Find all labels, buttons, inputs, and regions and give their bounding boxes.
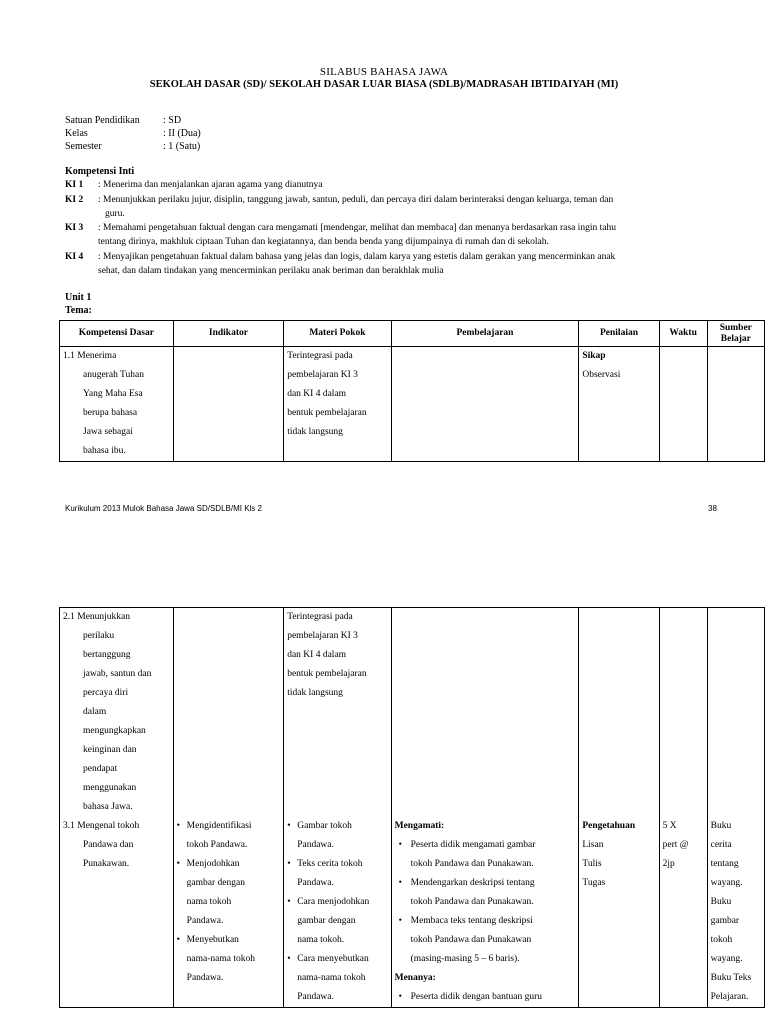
header-materi-pokok: Materi Pokok [284,321,391,347]
cell-pembelajaran: Mengamati: • Peserta didik mengamati gambar tokoh Pandawa dan Punakawan. • Mendengarkan deskripsi tentang tokoh Pandawa dan Punakawan. • Membaca teks tentang deskripsi tokoh Pandawa dan Punakawan (masing-masing 5 – 6 baris). Menanya: • Peserta didik dengan bantuan guru [391,608,579,1008]
cell-kd: 2.1 Menunjukkan perilaku bertanggung jawab, santun dan percaya diri dalam mengungkapkan keinginan dan pendapat menggunakan bahasa Jawa. 3.1 Mengenal tokoh Pandawa dan Punakawan. [60,608,174,1008]
cell-indikator: • Mengidentifikasi tokoh Pandawa. • Menjodohkan gambar dengan nama tokoh Pandawa. • Menyebutkan nama-nama tokoh Pandawa. [173,608,284,1008]
ki-2: KI 2 : Menunjukkan perilaku jujur, disiplin, tanggung jawab, santun, peduli, dan percaya diri dalam berinteraksi dengan keluarga, teman dan guru. [65,195,614,219]
ki-1: KI 1 : Menerima dan menjalankan ajaran agama yang dianutnya [65,180,323,190]
page-number: 38 [708,504,717,513]
document-title: SILABUS BAHASA JAWA [319,66,449,78]
header-waktu: Waktu [659,321,707,347]
header-pembelajaran: Pembelajaran [391,321,579,347]
header-penilaian: Penilaian [579,321,659,347]
cell-penilaian: Pengetahuan Lisan Tulis Tugas [579,608,659,1008]
cell-kd: 1.1 Menerima anugerah Tuhan Yang Maha Esa berupa bahasa Jawa sebagai bahasa ibu. [60,347,174,462]
meta-semester: Semester : 1 (Satu) [65,141,201,152]
meta-satuan: Satuan Pendidikan : SD [65,115,182,126]
cell-waktu: 5 X pert @ 2jp [659,608,707,1008]
cell-penilaian: Sikap Observasi [579,347,659,462]
tema-label: Tema: [65,305,92,316]
page-gap [0,530,768,595]
header-sumber-belajar: Sumber Belajar [707,321,764,347]
cell-pembelajaran [391,347,579,462]
ki-heading: Kompetensi Inti [65,166,135,177]
cell-waktu [659,347,707,462]
cell-indikator [173,347,284,462]
syllabus-table-1 [59,320,765,462]
header-indikator: Indikator [173,321,284,347]
cell-materi: Terintegrasi pada pembelajaran KI 3 dan KI 4 dalam bentuk pembelajaran tidak langsung [284,347,391,462]
cell-sumber: Buku cerita tentang wayang. Buku gambar tokoh wayang. Buku Teks Pelajaran. [707,608,764,1008]
header-kompetensi-dasar: Kompetensi Dasar [60,321,174,347]
cell-materi: Terintegrasi pada pembelajaran KI 3 dan KI 4 dalam bentuk pembelajaran tidak langsung • Gambar tokoh Pandawa. • Teks cerita tokoh Pandawa. • Cara menjodohkan gambar dengan nama tokoh. • Cara menyebutkan nama-nama tokoh Pandawa. [284,608,391,1008]
unit-label: Unit 1 [65,292,92,303]
cell-sumber [707,347,764,462]
ki-3: KI 3 : Memahami pengetahuan faktual dengan cara mengamati [mendengar, melihat dan membaca] dan menanya berdasarkan rasa ingin tahu tentang dirinya, makhluk ciptaan Tuhan dan kegiatannya, dan benda benda yang dijumpainya di rumah dan di sekolah. [65,223,616,247]
syllabus-table-2 [59,607,765,1008]
meta-kelas: Kelas : II (Dua) [65,128,201,139]
document-subtitle: SEKOLAH DASAR (SD)/ SEKOLAH DASAR LUAR BIASA (SDLB)/MADRASAH IBTIDAIYAH (MI) [149,79,619,90]
table-row [60,608,765,1008]
ki-4: KI 4 : Menyajikan pengetahuan faktual dalam bahasa yang jelas dan logis, dalam karya yang estetis dalam gerakan yang mencerminkan anak sehat, dan dalam tindakan yang mencerminkan perilaku anak beriman dan berakhlak mulia [65,252,616,276]
table-row [60,347,765,462]
footer-text: Kurikulum 2013 Mulok Bahasa Jawa SD/SDLB/MI Kls 2 [65,504,262,513]
